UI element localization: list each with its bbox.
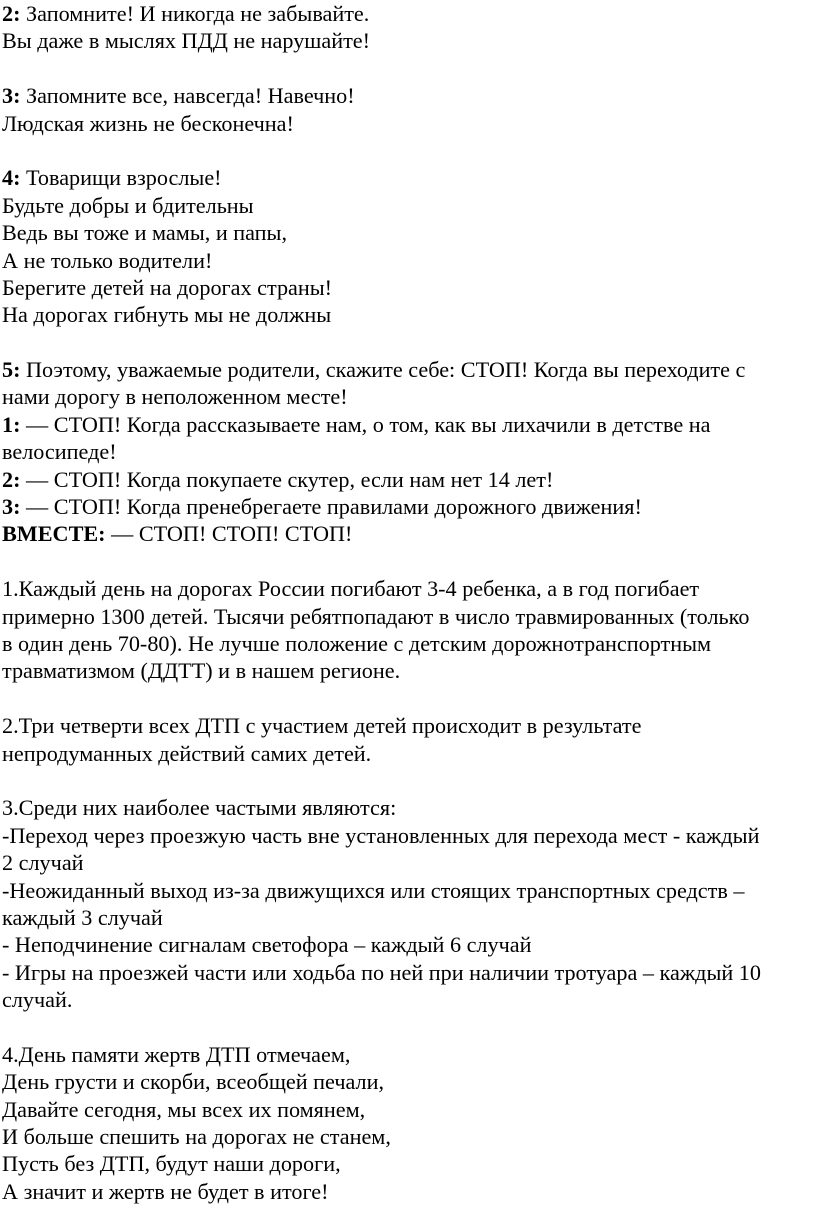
line-text: непродуманных действий самих детей.: [2, 740, 372, 766]
paragraph: [2, 82, 816, 137]
text-line: [2, 986, 816, 1013]
line-text: 2.Три четверти всех ДТП с участием детей происходит в результате: [2, 713, 642, 739]
paragraph: [2, 1041, 816, 1205]
speaker-label: ВМЕСТЕ:: [2, 521, 106, 547]
line-text: 2 случай: [2, 850, 84, 876]
speaker-label: 2:: [2, 466, 21, 492]
paragraph: [2, 356, 816, 548]
paragraph: [2, 0, 816, 55]
text-line: [2, 411, 816, 438]
text-line: [2, 877, 816, 904]
line-text: Людская жизнь не бесконечна!: [2, 110, 294, 136]
line-text: Запомните! И никогда не забывайте.: [20, 1, 370, 26]
line-text: -Переход через проезжую часть вне установленных для перехода мест - каждый: [2, 822, 760, 848]
text-line: [2, 164, 816, 191]
text-line: [2, 383, 816, 410]
text-line: [2, 27, 816, 54]
line-text: каждый 3 случай: [2, 904, 163, 930]
paragraph-gap: [2, 767, 816, 794]
text-line: [2, 959, 816, 986]
line-text: А значит и жертв не будет в итоге!: [2, 1178, 329, 1204]
text-line: [2, 1150, 816, 1177]
text-line: [2, 603, 816, 630]
line-text: — СТОП! Когда рассказываете нам, о том, как вы лихачили в детстве на: [20, 411, 711, 437]
text-line: [2, 1041, 816, 1068]
paragraph-gap: [2, 548, 816, 575]
text-line: [2, 630, 816, 657]
text-line: [2, 931, 816, 958]
text-line: [2, 1123, 816, 1150]
text-line: [2, 274, 816, 301]
line-text: Давайте сегодня, мы всех их помянем,: [2, 1096, 366, 1122]
paragraph-gap: [2, 55, 816, 82]
paragraph: [2, 164, 816, 328]
speaker-label: 2:: [2, 1, 21, 26]
line-text: 4.День памяти жертв ДТП отмечаем,: [2, 1041, 351, 1067]
speaker-label: 3:: [2, 494, 21, 520]
text-line: [2, 1096, 816, 1123]
text-line: [2, 438, 816, 465]
paragraph: [2, 794, 816, 1013]
text-line: [2, 110, 816, 137]
paragraph-gap: [2, 329, 816, 356]
line-text: примерно 1300 детей. Тысячи ребятпопадают в число травмированных (только: [2, 603, 750, 629]
text-line: [2, 301, 816, 328]
line-text: А не только водители!: [2, 247, 213, 273]
line-text: - Неподчинение сигналам светофора – каждый 6 случай: [2, 932, 532, 958]
speaker-label: 1:: [2, 411, 21, 437]
line-text: нами дорогу в неположенном месте!: [2, 384, 348, 410]
line-text: травматизмом (ДДТТ) и в нашем регионе.: [2, 658, 401, 684]
line-text: День грусти и скорби, всеобщей печали,: [2, 1069, 385, 1095]
text-line: [2, 356, 816, 383]
line-text: Будьте добры и бдительны: [2, 192, 254, 218]
text-line: [2, 192, 816, 219]
text-line: [2, 575, 816, 602]
document-body: [2, 0, 816, 1205]
line-text: Берегите детей на дорогах страны!: [2, 274, 333, 300]
text-line: [2, 1068, 816, 1095]
text-line: [2, 740, 816, 767]
text-line: [2, 493, 816, 520]
text-line: [2, 794, 816, 821]
paragraph: [2, 575, 816, 685]
line-text: Поэтому, уважаемые родители, скажите себе: СТОП! Когда вы переходите с: [20, 357, 746, 383]
speaker-label: 5:: [2, 357, 21, 383]
line-text: -Неожиданный выход из-за движущихся или стоящих транспортных средств –: [2, 877, 745, 903]
text-line: [2, 1178, 816, 1205]
paragraph: [2, 712, 816, 767]
line-text: Пусть без ДТП, будут наши дороги,: [2, 1151, 341, 1177]
line-text: — СТОП! Когда покупаете скутер, если нам нет 14 лет!: [20, 466, 554, 492]
paragraph-gap: [2, 685, 816, 712]
line-text: — СТОП! СТОП! СТОП!: [105, 521, 353, 547]
text-line: [2, 712, 816, 739]
text-line: [2, 0, 816, 27]
text-line: [2, 849, 816, 876]
line-text: Товарищи взрослые!: [20, 165, 222, 191]
line-text: - Игры на проезжей части или ходьба по ней при наличии тротуара – каждый 10: [2, 959, 761, 985]
line-text: — СТОП! Когда пренебрегаете правилами дорожного движения!: [20, 494, 642, 520]
line-text: 1.Каждый день на дорогах России погибают 3-4 ребенка, а в год погибает: [2, 576, 700, 602]
text-line: [2, 219, 816, 246]
speaker-label: 4:: [2, 165, 21, 191]
text-line: [2, 247, 816, 274]
text-line: [2, 466, 816, 493]
line-text: Вы даже в мыслях ПДД не нарушайте!: [2, 28, 371, 54]
paragraph-gap: [2, 137, 816, 164]
text-line: [2, 520, 816, 547]
line-text: 3.Среди них наиболее частыми являются:: [2, 795, 397, 821]
paragraph-gap: [2, 1013, 816, 1040]
line-text: На дорогах гибнуть мы не должны: [2, 302, 332, 328]
text-line: [2, 657, 816, 684]
line-text: Ведь вы тоже и мамы, и папы,: [2, 220, 287, 246]
text-line: [2, 822, 816, 849]
text-line: [2, 904, 816, 931]
speaker-label: 3:: [2, 83, 21, 109]
line-text: велосипеде!: [2, 439, 117, 465]
line-text: Запомните все, навсегда! Навечно!: [20, 83, 355, 109]
line-text: случай.: [2, 987, 73, 1013]
line-text: И больше спешить на дорогах не станем,: [2, 1124, 391, 1150]
line-text: в один день 70-80). Не лучше положение с детским дорожнотранспортным: [2, 630, 712, 656]
text-line: [2, 82, 816, 109]
